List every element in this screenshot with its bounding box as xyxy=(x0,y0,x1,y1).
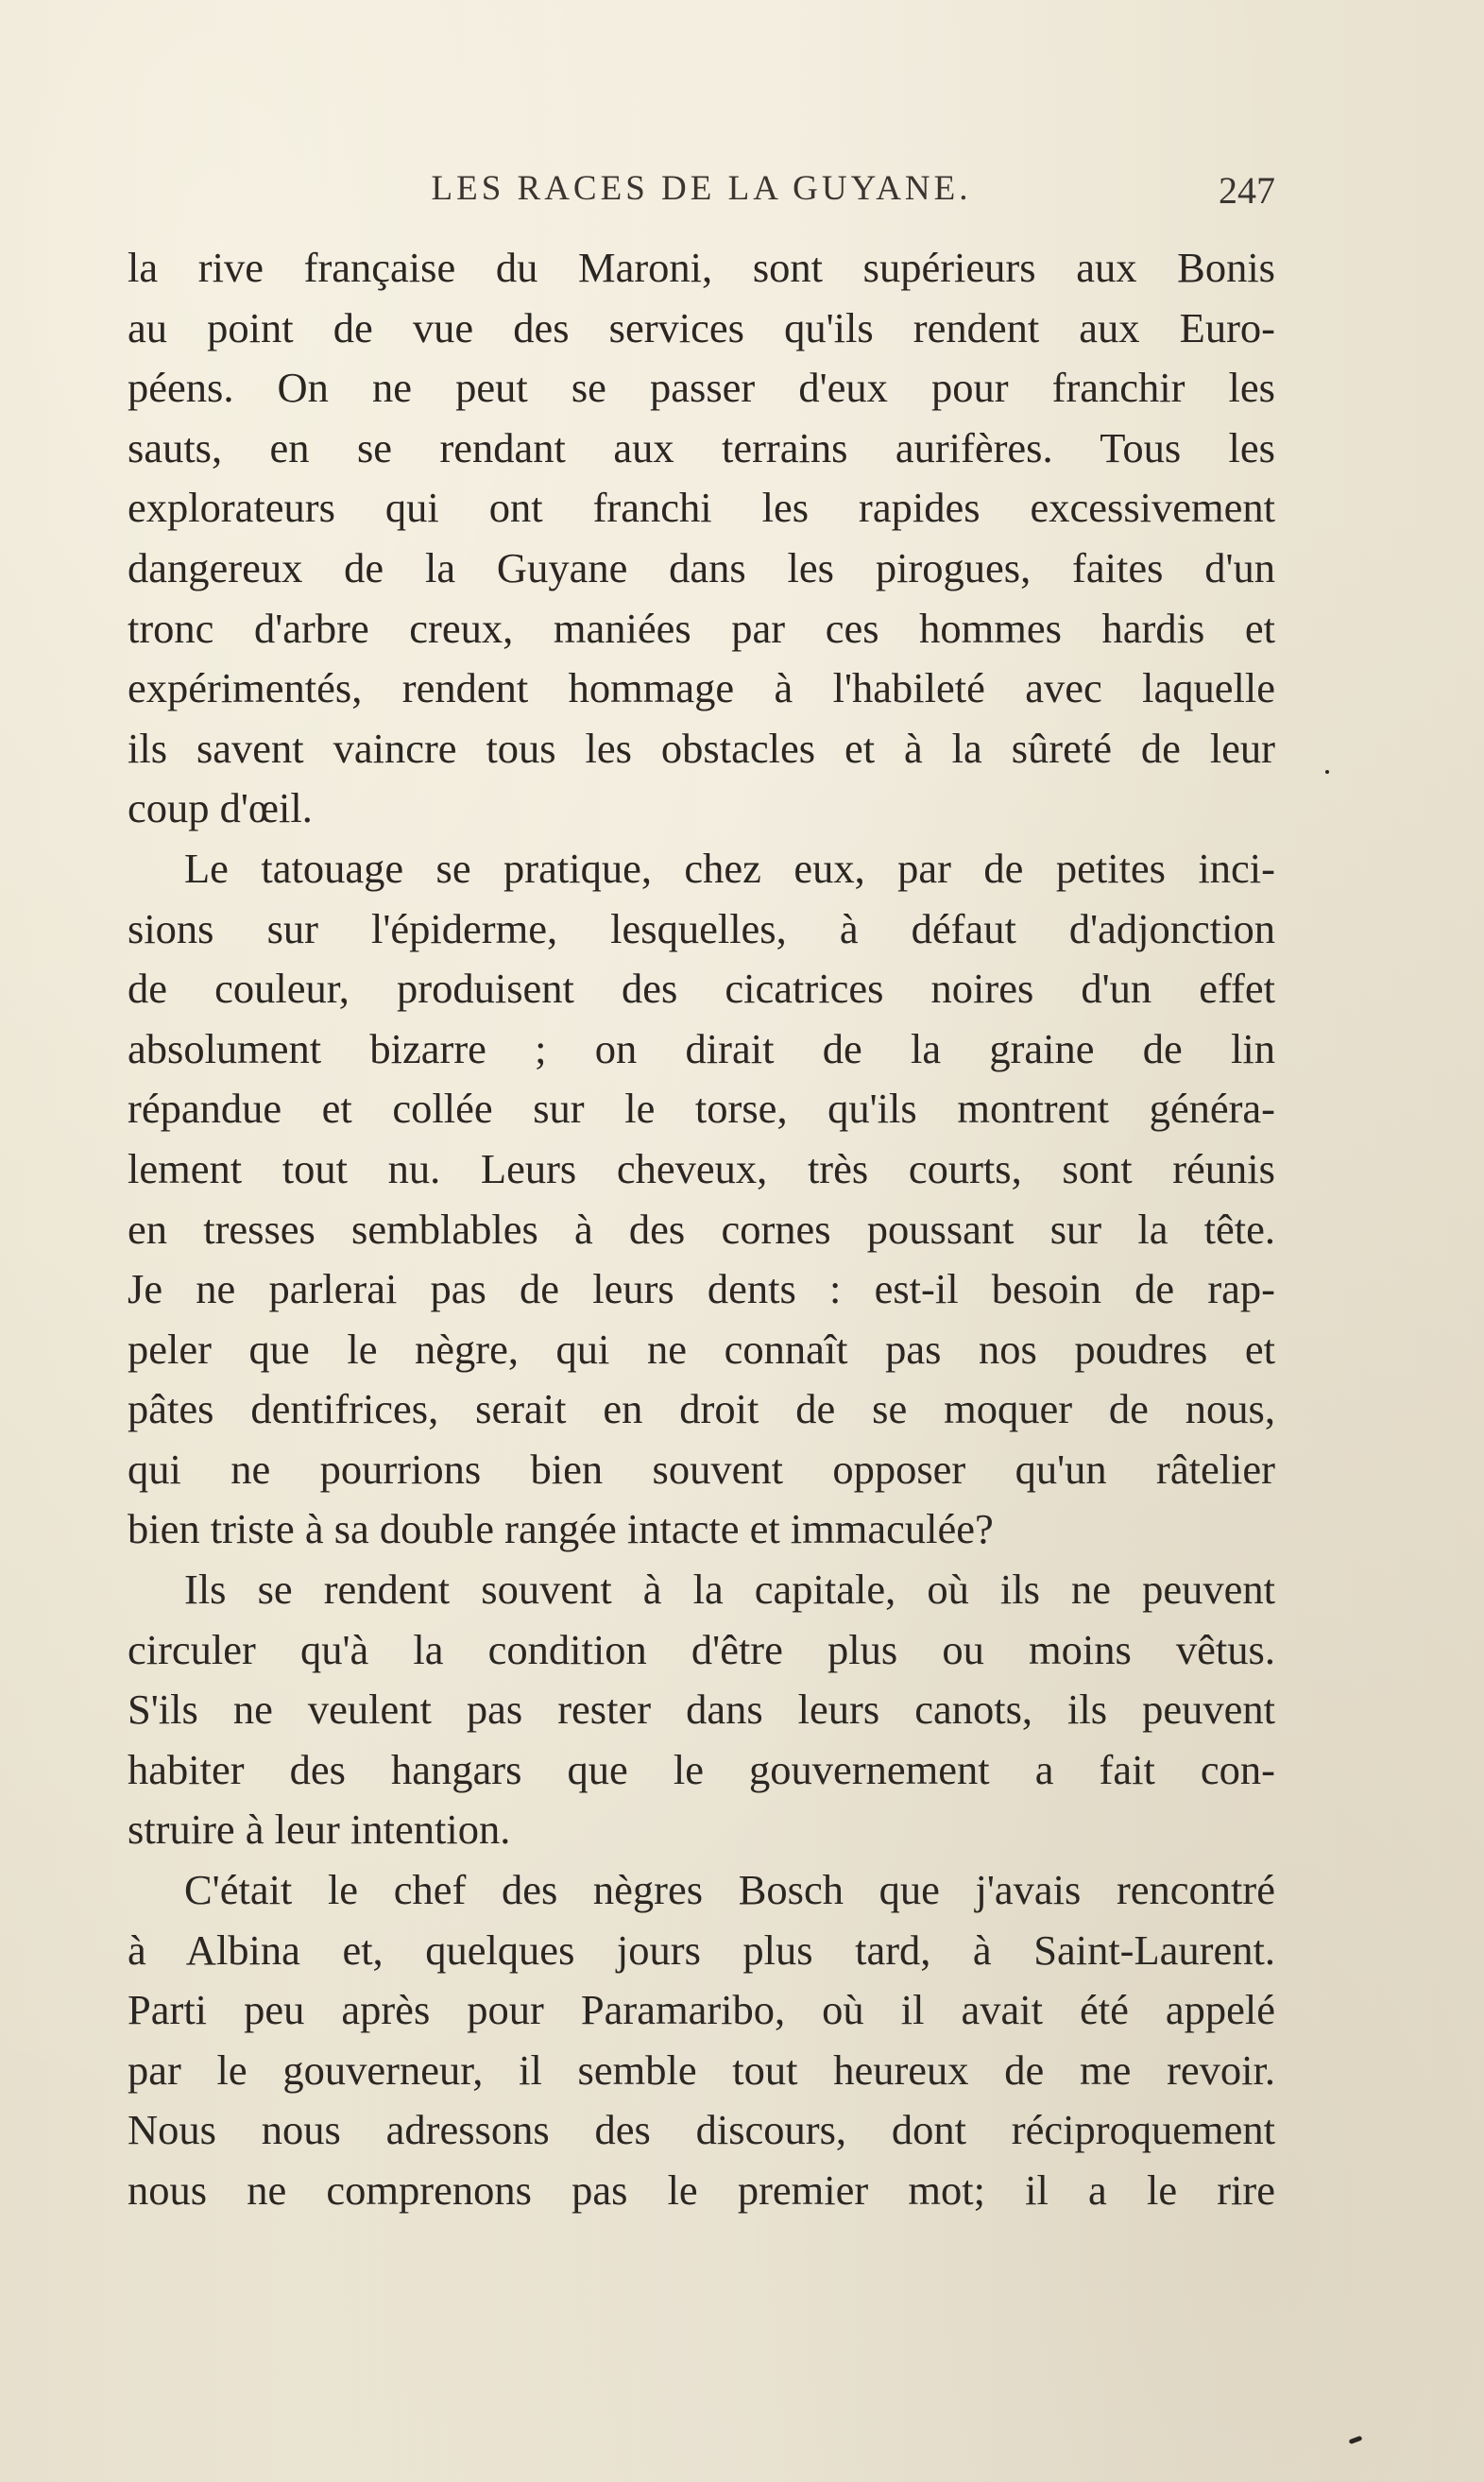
text-line: habiter des hangars que le gouvernement a fait con- xyxy=(128,1745,1275,1793)
text-line: de couleur, produisent des cicatrices noires d'un effet xyxy=(128,965,1275,1013)
text-line: Le tatouage se pratique, chez eux, par de petites inci- xyxy=(184,844,1275,892)
text-line: bien triste à sa double rangée intacte et immaculée? xyxy=(128,1505,994,1553)
paragraph-1 xyxy=(128,238,1275,839)
text-line: qui ne pourrions bien souvent opposer qu'un râtelier xyxy=(128,1445,1275,1493)
body-text xyxy=(128,238,1275,2221)
text-line: tronc d'arbre creux, maniées par ces hommes hardis et xyxy=(128,604,1275,652)
text-line: C'était le chef des nègres Bosch que j'avais rencontré xyxy=(184,1866,1275,1914)
running-head xyxy=(128,168,1275,225)
text-line: par le gouverneur, il semble tout heureux de me revoir. xyxy=(128,2046,1275,2094)
text-line: au point de vue des services qu'ils rendent aux Euro- xyxy=(128,303,1275,351)
text-line: à Albina et, quelques jours plus tard, à Saint-Laurent. xyxy=(128,1926,1275,1974)
paragraph-3 xyxy=(128,1560,1275,1860)
text-line: dangereux de la Guyane dans les pirogues, faites d'un xyxy=(128,543,1275,591)
text-line: S'ils ne veulent pas rester dans leurs canots, ils peuvent xyxy=(128,1686,1275,1734)
text-line: sions sur l'épiderme, lesquelles, à défaut d'adjonction xyxy=(128,904,1275,952)
text-line: pâtes dentifrices, serait en droit de se moquer de nous, xyxy=(128,1385,1275,1433)
text-line: lement tout nu. Leurs cheveux, très courts, sont réunis xyxy=(128,1144,1275,1192)
page-number: 247 xyxy=(1219,169,1275,212)
text-line: Parti peu après pour Paramaribo, où il avait été appelé xyxy=(128,1986,1275,2034)
text-line: ils savent vaincre tous les obstacles et à la sûreté de leur xyxy=(128,724,1275,772)
text-line: peler que le nègre, qui ne connaît pas nos poudres et xyxy=(128,1325,1275,1373)
ink-speck xyxy=(1325,770,1329,774)
text-line: circuler qu'à la condition d'être plus ou moins vêtus. xyxy=(128,1625,1275,1673)
text-line: absolument bizarre ; on dirait de la graine de lin xyxy=(128,1024,1275,1072)
text-line: sauts, en se rendant aux terrains aurifères. Tous les xyxy=(128,423,1275,471)
paragraph-4 xyxy=(128,1860,1275,2221)
text-line: coup d'œil. xyxy=(128,784,313,832)
text-line: péens. On ne peut se passer d'eux pour franchir les xyxy=(128,364,1275,412)
text-line: Je ne parlerai pas de leurs dents : est-il besoin de rap- xyxy=(128,1265,1275,1313)
text-line: struire à leur intention. xyxy=(128,1806,511,1854)
text-line: en tresses semblables à des cornes poussant sur la tête. xyxy=(128,1205,1275,1253)
paragraph-2 xyxy=(128,839,1275,1560)
text-line: nous ne comprenons pas le premier mot; il a le rire xyxy=(128,2166,1275,2214)
text-line: explorateurs qui ont franchi les rapides excessivement xyxy=(128,484,1275,532)
text-line: Nous nous adressons des discours, dont réciproquement xyxy=(128,2106,1275,2154)
text-line: Ils se rendent souvent à la capitale, où ils ne peuvent xyxy=(184,1566,1275,1614)
text-line: expérimentés, rendent hommage à l'habileté avec laquelle xyxy=(128,664,1275,712)
text-line: la rive française du Maroni, sont supérieurs aux Bonis xyxy=(128,244,1275,291)
text-line: répandue et collée sur le torse, qu'ils montrent généra- xyxy=(128,1085,1275,1133)
ink-speck xyxy=(1349,2436,1363,2444)
running-title: LES RACES DE LA GUYANE. xyxy=(431,169,972,208)
